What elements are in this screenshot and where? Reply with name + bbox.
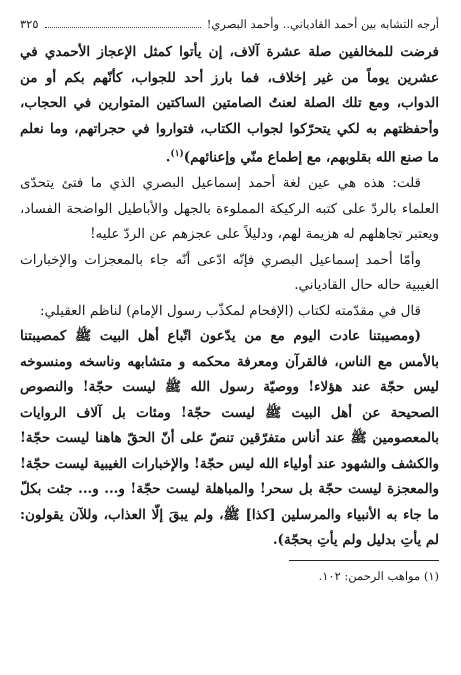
running-header [20,16,439,40]
claims-paragraph: وأمّا أحمد إسماعيل البصري فإنّه ادّعى أنّه جاء بالمعجزات والإخبارات الغيبية حاله حال القادياني. [20,251,439,293]
page-body [20,40,439,554]
page-number: ٣٢٥ [20,17,39,31]
quote-continuation-paragraph: فرضت للمخالفين صلة عشرة آلاف، إن يأتوا كمثل الإعجاز الأحمدي في عشرين يوماً من غير إخلاف، فما بارز أحد للجواب، كأنّهم بكم أو من الدواب، ومع تلك الصلة لعنتُ الصامتين الساكتين المتوارين في الحجاب، وأحفظتهم به لكي يتحرّكوا لجواب الكتاب، فتواروا في حجراتهم، وما نعلم ما صنع الله بقلوبهم، مع إطماع منّي وإعنائهم)$^{(١)}$. [20,44,439,166]
quote-continuation-text: فرضت للمخالفين صلة عشرة آلاف، إن يأتوا كمثل الإعجاز الأحمدي في عشرين يوماً من غير إخلاف، فما بارز أحد للجواب، كأنّهم بكم أو من الدواب، ومع تلك الصلة لعنتُ الصامتين الساكتين المتوارين في الحجاب، وأحفظتهم به لكي يتحرّكوا لجواب الكتاب، فتواروا في حجراتهم، وما نعلم ما صنع الله بقلوبهم، مع إطماع منّي وإعنائهم) [20,44,439,166]
header-title: أرجه التشابه بين أحمد القادياني.. وأحمد البصري! [206,17,439,31]
quoted-passage-paragraph: (ومصيبتنا عادت اليوم مع من يدّعون اتّباع أهل البيت ﷺ كمصيبتنا بالأمس مع الناس، فالقرآن ومعرفة محكمه و متشابهه وناسخه ومنسوخه ليس حجّة عند هؤلاء! ووصيّة رسول الله ﷺ ليست حجّة! والنصوص الصحيحة عن أهل البيت ﷺ ليست حجّة! ومئات بل آلاف الروايات بالمعصومين ﷺ عند أناس متفرّقين تنصّ على أنّ الحقّ هاهنا ليست حجّة! والكشف والشهود عند أولياء الله ليس حجّة! والإخبارات الغيبية ليست حجّة! والمعجزة ليست حجّة بل سحر! والمباهلة ليست حجّة! و... و... جئت بكلّ ما جاء به الأنبياء والمرسلين [كذا] ﷺ، ولم يبقَ إلّا العذاب، وللآن يقولون: لم يأتِ بدليل ولم يأتِ بحجّة). [20,328,439,548]
dotted-leader [45,27,201,28]
footnote: (١) مواهب الرحمن: ١٠٢. [318,568,439,583]
citation-intro-paragraph: قال في مقدّمته لكتاب (الإفحام لمكذّب رسول الإمام) لناظم العقيلي: [40,302,421,319]
footnote-separator [289,560,439,561]
author-comment-paragraph: قلت: هذه هي عين لغة أحمد إسماعيل البصري الذي ما فتئ يتحدّى العلماء بالردّ على كتبه الركيكة المملوءة بالجهل والأباطيل الواضحة الفساد، ويعتبر تجاهلهم له هزيمة لهم، ودليلاً على عجزهم عن الردّ عليه! [20,175,439,242]
footnote-marker: (١) [170,149,184,159]
